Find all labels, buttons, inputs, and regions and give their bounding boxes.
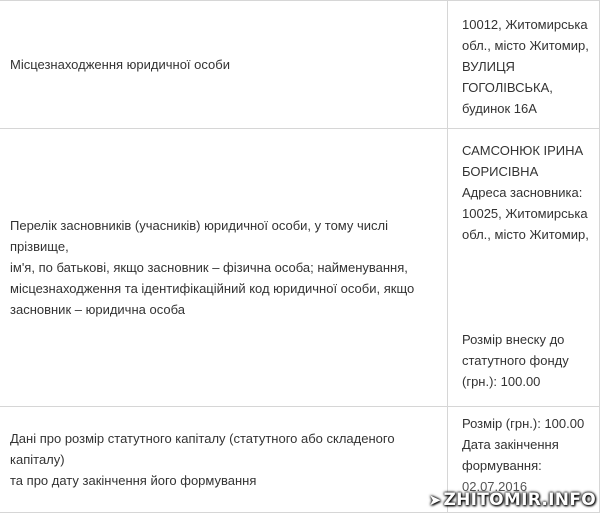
founders-label-line: ім'я, по батькові, якщо засновник – фізична особа; найменування, [10, 260, 408, 275]
row-value-cell [448, 129, 600, 406]
row-label-cell [0, 407, 448, 512]
table-row-location [0, 1, 600, 129]
contribution-line: (грн.): 100.00 [462, 374, 541, 389]
watermark-text: ZHITOMIR.INFO [443, 490, 596, 510]
location-value-line: 10012, Житомирська [462, 17, 588, 32]
founder-address-line: 10025, Житомирська [462, 206, 588, 221]
arrow-icon: ➤ [428, 491, 442, 509]
location-value-line: будинок 16А [462, 101, 537, 116]
founders-label-line: місцезнаходження та ідентифікаційний код юридичної особи, якщо [10, 281, 415, 296]
row-label-cell [0, 129, 448, 406]
founders-label-line: Перелік засновників (учасників) юридичної особи, у тому числі прізвище, [10, 218, 388, 254]
founder-name-line: БОРИСІВНА [462, 164, 539, 179]
capital-label-line: Дані про розмір статутного капіталу (статутного або складеного капіталу) [10, 431, 395, 467]
capital-value-line: Розмір (грн.): 100.00 [462, 416, 585, 431]
founder-address-line: Адреса засновника: [462, 185, 583, 200]
location-value-line: ГОГОЛІВСЬКА, [462, 80, 553, 95]
capital-value-line: Дата закінчення [462, 437, 559, 452]
location-value-line: ВУЛИЦЯ [462, 59, 515, 74]
founder-address-line: обл., місто Житомир, [462, 227, 589, 242]
founder-name-line: САМСОНЮК ІРИНА [462, 143, 584, 158]
location-label: Місцезнаходження юридичної особи [10, 57, 230, 72]
row-label-cell [0, 1, 448, 128]
table-row-founders [0, 129, 600, 407]
row-value-cell [448, 1, 600, 128]
location-value-line: обл., місто Житомир, [462, 38, 589, 53]
site-watermark [429, 490, 596, 510]
capital-label-line: та про дату закінчення його формування [10, 473, 257, 488]
formation-date: 02.07.2016 [462, 479, 528, 494]
founders-label-line: засновник – юридична особа [10, 302, 185, 317]
contribution-line: Розмір внеску до [462, 332, 565, 347]
contribution-line: статутного фонду [462, 353, 569, 368]
capital-value-line: формування: [462, 458, 542, 473]
